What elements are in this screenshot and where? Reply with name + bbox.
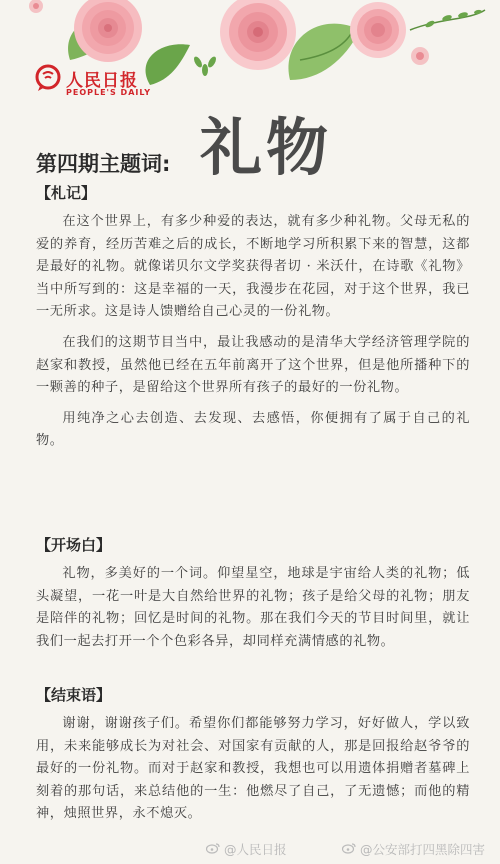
section-closing — [36, 684, 470, 834]
paragraph: 礼物，多美好的一个词。仰望星空，地球是宇宙给人类的礼物；低头凝望，一花一叶是大自然给世界的礼物；孩子是给父母的礼物；朋友是陪伴的礼物；回忆是时间的礼物。那在我们今天的节目时间里，就让我们一起去打开一个个色彩各异，却同样充满情感的礼物。 — [36, 566, 470, 649]
paragraph: 用纯净之心去创造、去发现、去感悟，你便拥有了属于自己的礼物。 — [36, 410, 470, 449]
logo-name-cn: 人民日报 — [66, 71, 138, 91]
paragraph: 在这个世界上，有多少种爱的表达，就有多少种礼物。父母无私的爱的养育，经历苦难之后的成长，不断地学习所积累下来的智慧，这都是最好的礼物。就像诺贝尔文学奖获得者切 · 米沃什，在诗歌《礼物》当中所写到的：这是幸福的一天，我漫步在花园，对于这个世界，我已一无所求。这是诗人馈赠给自己心灵的一份礼物。 — [36, 214, 470, 320]
section-notes — [36, 182, 470, 461]
logo-name-en: PEOPLE'S DAILY — [66, 88, 152, 97]
weibo-watermark — [204, 840, 494, 860]
theme-title: 礼物 — [200, 111, 333, 184]
paragraph: 在我们的这期节目当中，最让我感动的是清华大学经济管理学院的赵家和教授，虽然他已经在五年前离开了这个世界，但是他所播种下的一颗善的种子，是留给这个世界所有孩子的最好的一份礼物。 — [36, 334, 470, 396]
section-heading: 【开场白】 — [36, 536, 112, 554]
section-heading: 【结束语】 — [36, 686, 112, 704]
weibo-icon — [342, 842, 356, 854]
watermark-account-left: @人民日报 — [224, 842, 287, 857]
paragraph: 谢谢，谢谢孩子们。希望你们都能够努力学习，好好做人，学以致用，未来能够成长为对社会、对国家有贡献的人，那是回报给赵爷爷的最好的一份礼物。而对于赵家和教授，我想也可以用遗体捐赠者墓碑上刻着的那句话，来总结他的一生：他燃尽了自己，了无遗憾；而他的精神，烛照世界，永不熄灭。 — [36, 716, 470, 822]
watermark-account-right: @公安部打四黑除四害 — [360, 842, 486, 857]
speech-bubble-icon — [34, 64, 62, 92]
weibo-icon — [206, 842, 220, 854]
peoples-daily-logo — [34, 64, 194, 104]
section-heading: 【札记】 — [36, 184, 97, 202]
issue-title: 第四期主题词: — [36, 152, 171, 176]
section-opening — [36, 534, 470, 661]
